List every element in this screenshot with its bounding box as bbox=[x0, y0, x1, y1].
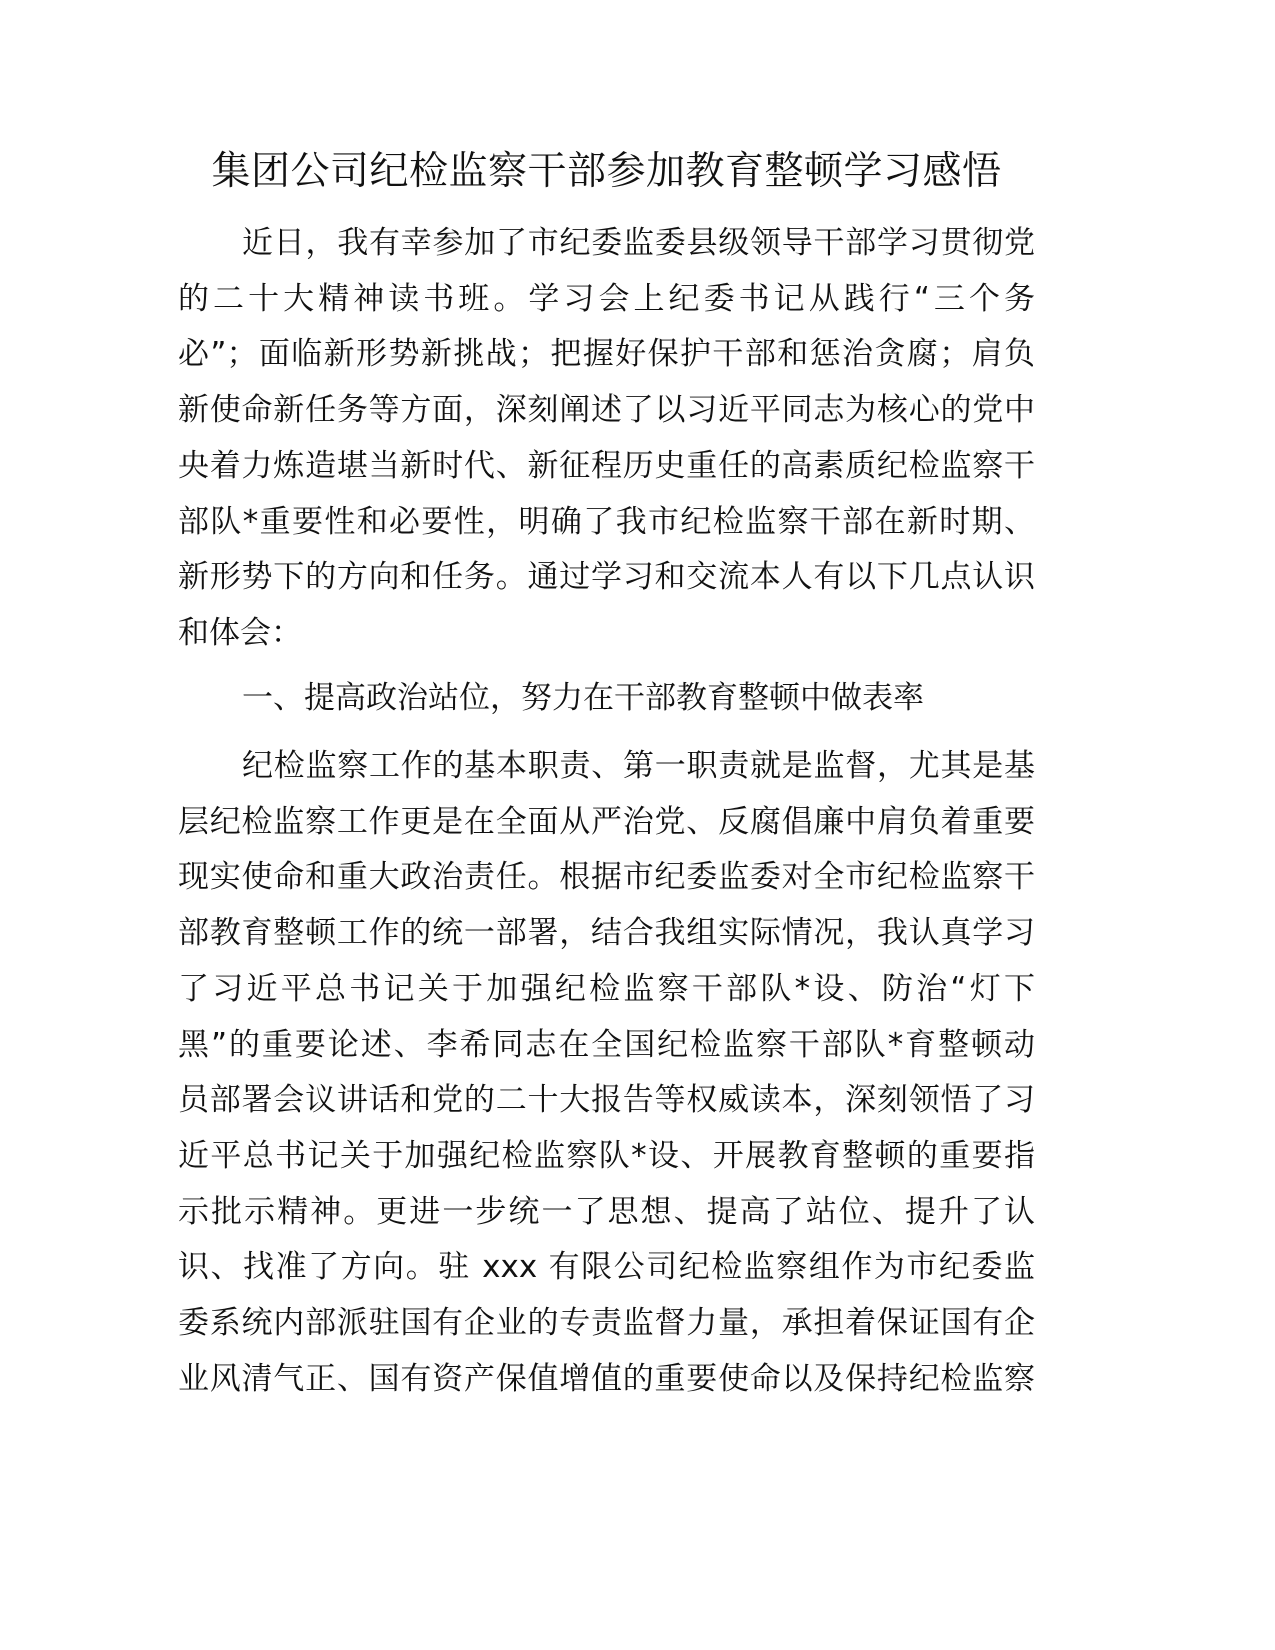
paragraph-line: 委系统内部派驻国有企业的专责监督力量，承担着保证国有企 bbox=[178, 1305, 1035, 1341]
paragraph-line: 层纪检监察工作更是在全面从严治党、反腐倡廉中肩负着重要 bbox=[178, 803, 1035, 840]
paragraph-line: 示批示精神。更进一步统一了思想、提高了站位、提升了认 bbox=[178, 1193, 1035, 1230]
paragraph-line: 和体会： bbox=[178, 614, 302, 651]
paragraph-line: 近日，我有幸参加了市纪委监委县级领导干部学习贯彻党 bbox=[242, 225, 1035, 261]
paragraph-line: 必”；面临新形势新挑战；把握好保护干部和惩治贪腐；肩负 bbox=[178, 336, 1035, 373]
paragraph-line: 黑”的重要论述、李希同志在全国纪检监察干部队*育整顿动 bbox=[178, 1026, 1035, 1063]
paragraph-line: 员部署会议讲话和党的二十大报告等权威读本，深刻领悟了习 bbox=[178, 1082, 1035, 1119]
section-heading: 一、提高政治站位，努力在干部教育整顿中做表率 bbox=[242, 680, 924, 716]
paragraph-line: 业风清气正、国有资产保值增值的重要使命以及保持纪检监察 bbox=[178, 1360, 1035, 1397]
paragraph-line: 部队*重要性和必要性，明确了我市纪检监察干部在新时期、 bbox=[178, 503, 1035, 540]
paragraph-line: 新使命新任务等方面，深刻阐述了以习近平同志为核心的党中 bbox=[178, 392, 1035, 429]
paragraph-line: 了习近平总书记关于加强纪检监察干部队*设、防治“灯下 bbox=[178, 970, 1035, 1007]
paragraph-line: 新形势下的方向和任务。通过学习和交流本人有以下几点认识 bbox=[178, 559, 1035, 596]
paragraph-line: 央着力炼造堪当新时代、新征程历史重任的高素质纪检监察干 bbox=[178, 447, 1035, 484]
paragraph-line: 识、找准了方向。驻 xxx 有限公司纪检监察组作为市纪委监 bbox=[178, 1249, 1035, 1286]
paragraph-line: 部教育整顿工作的统一部署，结合我组实际情况，我认真学习 bbox=[178, 915, 1035, 952]
document-title: 集团公司纪检监察干部参加教育整顿学习感悟 bbox=[211, 149, 1002, 194]
paragraph-line: 近平总书记关于加强纪检监察队*设、开展教育整顿的重要指 bbox=[178, 1137, 1035, 1174]
paragraph-line: 的二十大精神读书班。学习会上纪委书记从践行“三个务 bbox=[178, 280, 1035, 317]
paragraph-line: 现实使命和重大政治责任。根据市纪委监委对全市纪检监察干 bbox=[178, 859, 1035, 896]
paragraph-line: 纪检监察工作的基本职责、第一职责就是监督，尤其是基 bbox=[242, 748, 1035, 784]
